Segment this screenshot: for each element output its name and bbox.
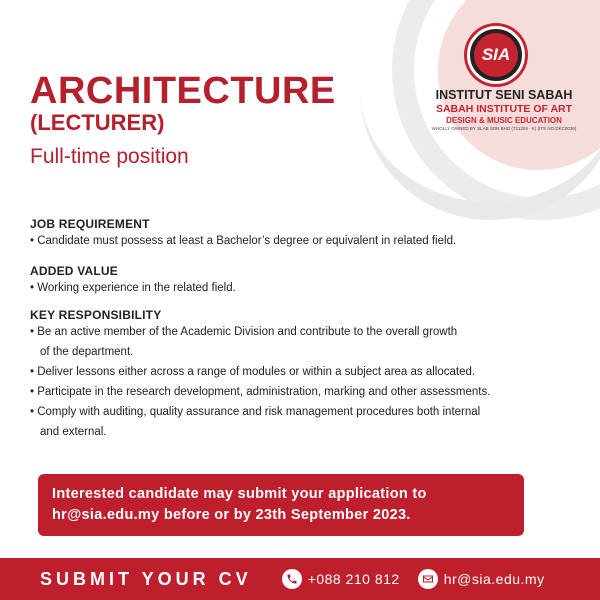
responsibility-item-cont: and external. [40, 426, 107, 438]
page-title: ARCHITECTURE [30, 70, 336, 112]
submit-cv-label: SUBMIT YOUR CV [40, 568, 252, 589]
callout-line-2: hr@sia.edu.my before or by 23th September 2023. [52, 507, 411, 523]
requirement-heading: JOB REQUIREMENT [30, 217, 150, 231]
requirement-item: • Candidate must possess at least a Bachelor’s degree or equivalent in related field. [30, 235, 457, 247]
institute-name: INSTITUT SENI SABAH [435, 88, 573, 102]
application-callout [38, 474, 524, 536]
footer-phone[interactable] [282, 569, 400, 589]
responsibility-item: • Comply with auditing, quality assurance and risk management procedures both internal [30, 406, 481, 418]
job-details [30, 217, 570, 442]
responsibility-item: • Participate in the research development, administration, marking and other assessments. [30, 386, 491, 398]
responsibility-item: • Be an active member of the Academic Division and contribute to the overall growth [30, 326, 458, 338]
responsibility-heading: KEY RESPONSIBILITY [30, 308, 162, 322]
added-value-item: • Working experience in the related field. [30, 282, 236, 294]
institute-registration: WHOLLY OWNED BY SLAB SDN BHD (721204 - K) (ITS NO.DKC0036) [431, 126, 577, 131]
position-type: Full-time position [30, 145, 189, 168]
sia-logo-mark: SIA [474, 33, 518, 77]
institute-tagline: DESIGN & MUSIC EDUCATION [446, 116, 562, 125]
email-icon [418, 569, 438, 589]
footer-email[interactable] [418, 569, 545, 589]
phone-icon [282, 569, 302, 589]
sia-logo [467, 26, 525, 84]
footer-bar [0, 558, 600, 600]
responsibility-item: • Deliver lessons either across a range of modules or within a subject area as allocated. [30, 366, 476, 378]
institute-english-name: SABAH INSTITUTE OF ART [435, 103, 573, 115]
page-subtitle: (LECTURER) [30, 110, 165, 135]
phone-number: +088 210 812 [307, 571, 400, 587]
email-address: hr@sia.edu.my [443, 571, 545, 587]
responsibility-item-cont: of the department. [40, 346, 134, 358]
added-value-heading: ADDED VALUE [30, 264, 118, 278]
callout-line-1: Interested candidate may submit your application to [52, 486, 427, 502]
